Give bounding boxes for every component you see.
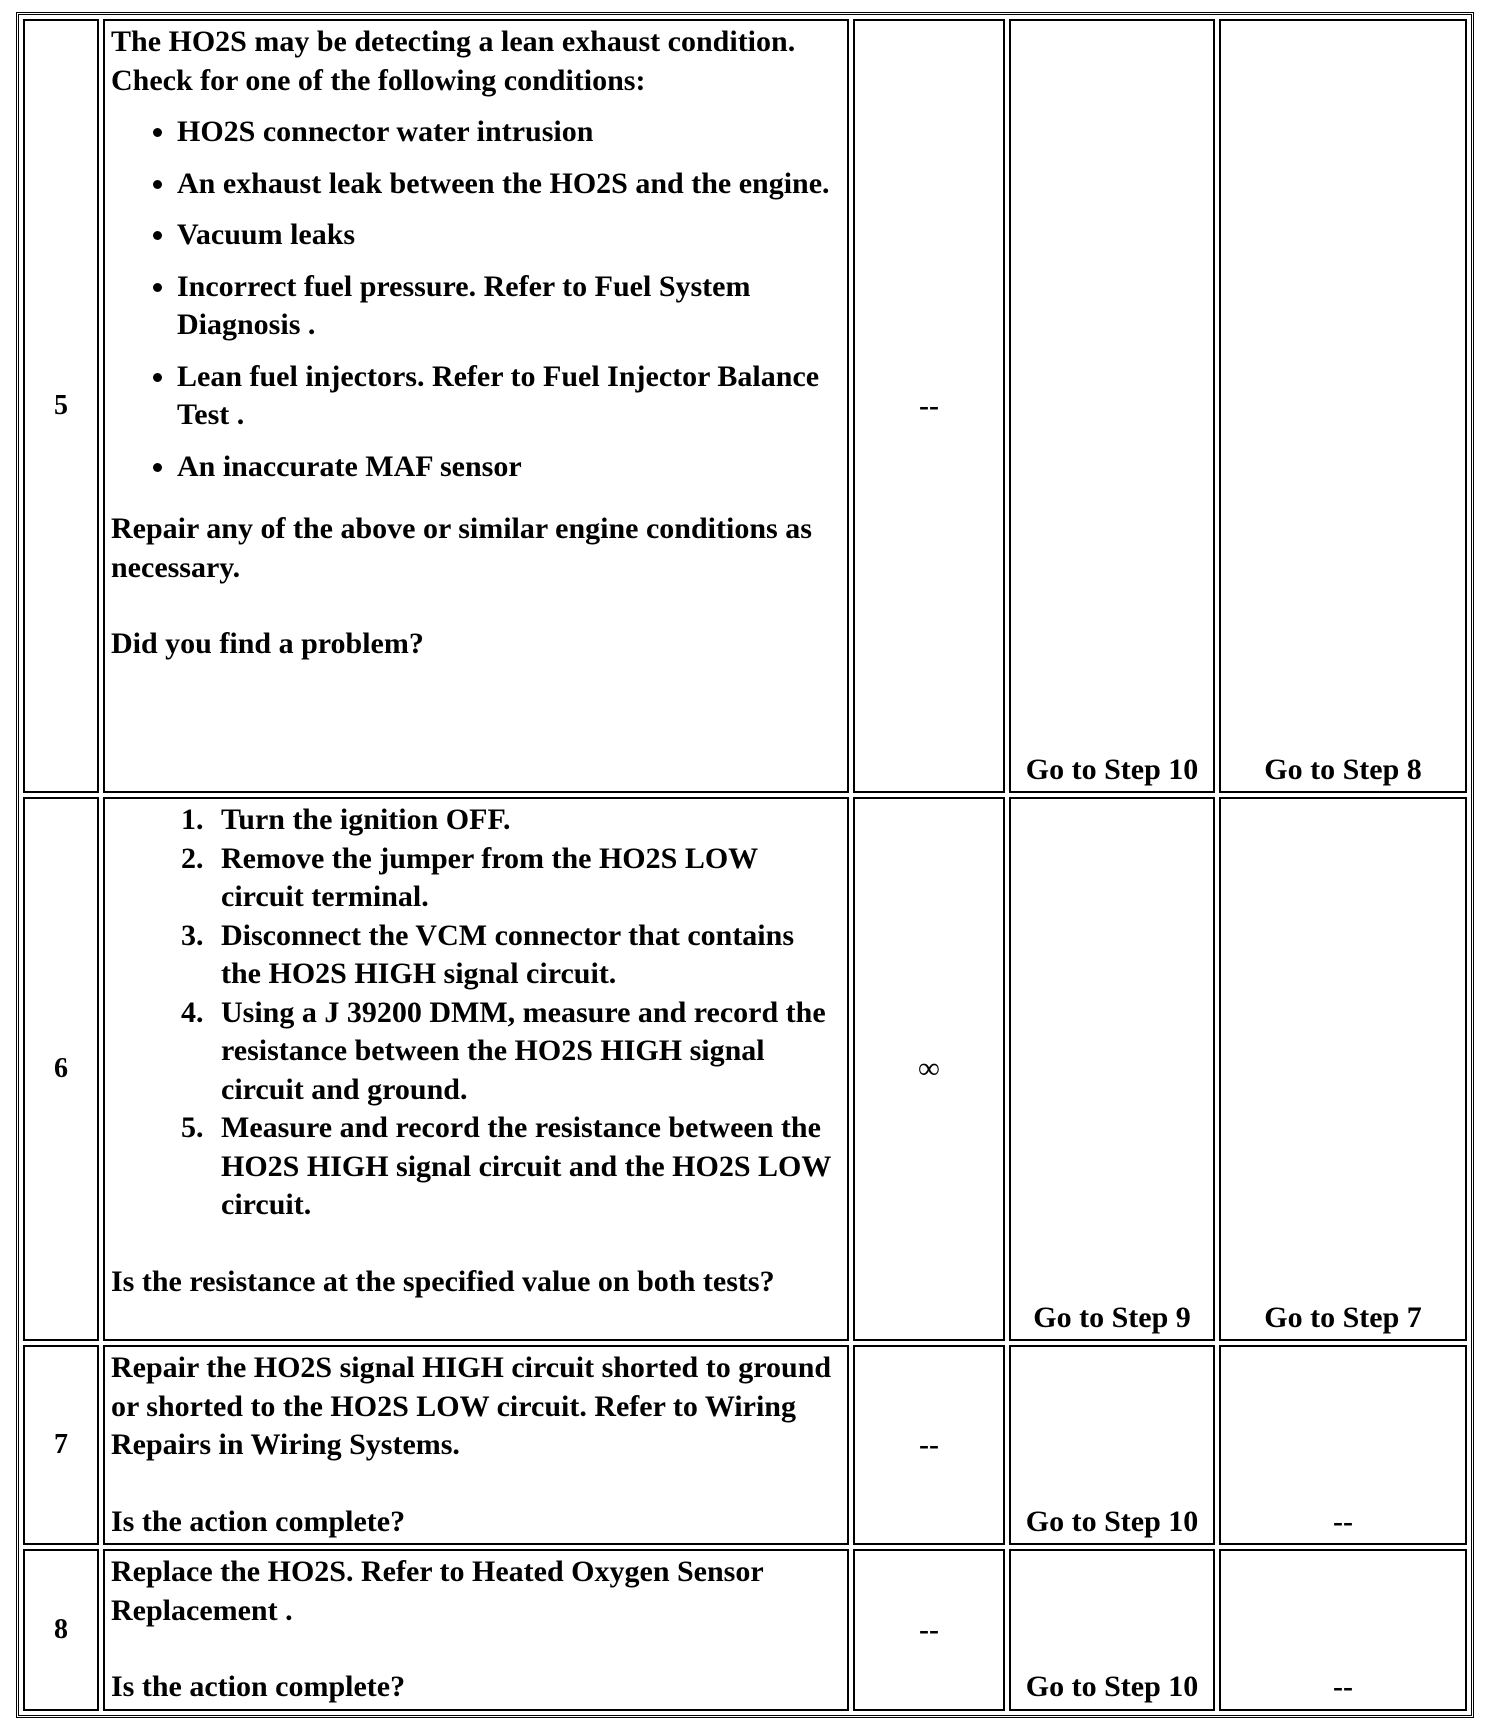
step-number: 5 [23, 19, 99, 793]
procedure-list [111, 801, 841, 1225]
list-item: 4. Using a J 39200 DMM, measure and record the resistance between the HO2S HIGH signal circuit and ground. [211, 994, 841, 1110]
diagnostic-table-frame [16, 12, 1474, 1718]
list-item: 2. Remove the jumper from the HO2S LOW circuit terminal. [211, 840, 841, 917]
table-row-step-5 [23, 19, 1467, 793]
list-item: • HO2S connector water intrusion [177, 113, 841, 152]
diagnostic-steps-table [19, 15, 1471, 1715]
list-item: • An exhaust leak between the HO2S and the engine. [177, 165, 841, 204]
no-cell: -- [1219, 1549, 1467, 1711]
action-cell [103, 797, 849, 1341]
no-cell: Go to Step 8 [1219, 19, 1467, 793]
instruction-text: Repair any of the above or similar engine conditions as necessary. [111, 512, 812, 584]
list-item: • Incorrect fuel pressure. Refer to Fuel System Diagnosis . [177, 268, 841, 345]
action-cell [103, 1549, 849, 1711]
table-row-step-8 [23, 1549, 1467, 1711]
yes-cell: Go to Step 10 [1009, 1345, 1215, 1545]
question-text: Is the resistance at the specified value on both tests? [111, 1264, 775, 1298]
yes-cell: Go to Step 10 [1009, 1549, 1215, 1711]
intro-text: The HO2S may be detecting a lean exhaust condition. Check for one of the following conditions: [111, 25, 796, 97]
table-row-step-6 [23, 797, 1467, 1341]
list-item: 5. Measure and record the resistance between the HO2S HIGH signal circuit and the HO2S LOW circuit. [211, 1109, 841, 1225]
list-item: • Vacuum leaks [177, 216, 841, 255]
value-cell: -- [853, 1345, 1005, 1545]
step-number: 6 [23, 797, 99, 1341]
value-cell: ∞ [853, 797, 1005, 1341]
action-cell [103, 19, 849, 793]
yes-cell: Go to Step 9 [1009, 797, 1215, 1341]
yes-cell: Go to Step 10 [1009, 19, 1215, 793]
question-text: Is the action complete? [111, 1670, 406, 1703]
instruction-text: Repair the HO2S signal HIGH circuit shorted to ground or shorted to the HO2S LOW circuit. Refer to Wiring Repairs in Wiring Systems. [111, 1351, 832, 1461]
conditions-list [111, 113, 841, 486]
list-item: • An inaccurate MAF sensor [177, 448, 841, 487]
list-item: • Lean fuel injectors. Refer to Fuel Injector Balance Test . [177, 358, 841, 435]
list-item: 3. Disconnect the VCM connector that contains the HO2S HIGH signal circuit. [211, 917, 841, 994]
step-number: 8 [23, 1549, 99, 1711]
question-text: Is the action complete? [111, 1504, 406, 1538]
table-row-step-7 [23, 1345, 1467, 1545]
step-number: 7 [23, 1345, 99, 1545]
instruction-text: Replace the HO2S. Refer to Heated Oxygen Sensor Replacement . [111, 1555, 764, 1627]
value-cell: -- [853, 19, 1005, 793]
list-item: 1. Turn the ignition OFF. [211, 801, 841, 840]
question-text: Did you find a problem? [111, 627, 424, 660]
no-cell: -- [1219, 1345, 1467, 1545]
value-cell: -- [853, 1549, 1005, 1711]
no-cell: Go to Step 7 [1219, 797, 1467, 1341]
action-cell [103, 1345, 849, 1545]
